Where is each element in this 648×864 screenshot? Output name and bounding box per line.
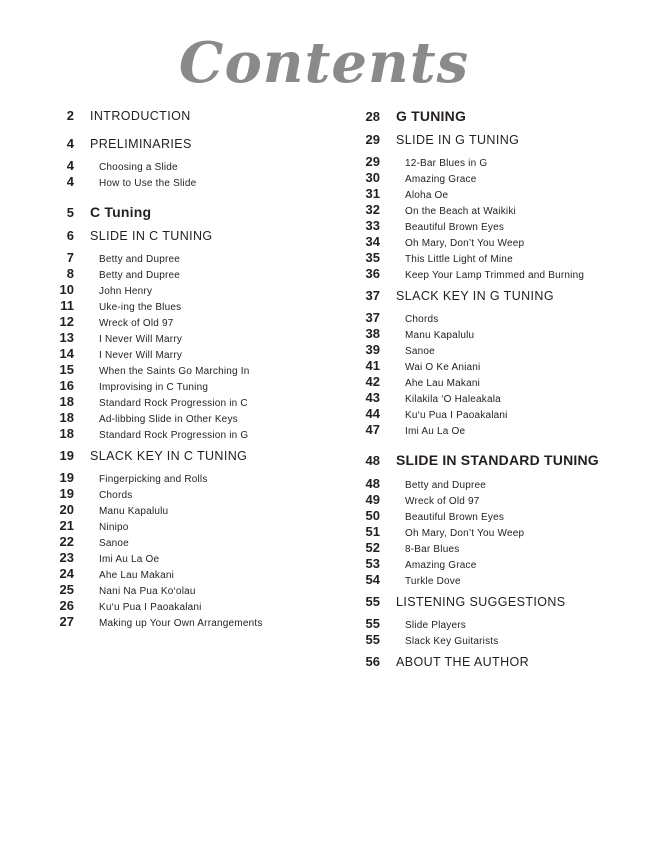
toc-entry-sub: [362, 202, 622, 218]
toc-entry-sub: [56, 470, 336, 486]
toc-entry-sub: [56, 346, 336, 362]
toc-entry-sub: [362, 310, 622, 326]
toc-entry-title: Choosing a Slide: [99, 162, 178, 173]
toc-page-number: 30: [365, 170, 380, 185]
toc-page-number: 16: [59, 378, 74, 393]
toc-entry-title: On the Beach at Waikiki: [405, 206, 516, 217]
toc-entry-sub: [362, 406, 622, 422]
toc-page-number: 4: [66, 136, 74, 151]
toc-entry-title: When the Saints Go Marching In: [99, 366, 250, 377]
toc-entry-section: [56, 228, 336, 250]
toc-entry-sub: [56, 174, 336, 190]
toc-entry-title: C Tuning: [90, 204, 152, 220]
toc-entry-title: Standard Rock Progression in G: [99, 430, 249, 441]
toc-entry-title: LISTENING SUGGESTIONS: [396, 595, 566, 609]
toc-entry-title: Betty and Dupree: [99, 254, 181, 265]
toc-entry-title: Uke-ing the Blues: [99, 302, 182, 313]
toc-page-number: 11: [60, 298, 74, 313]
toc-entry-sub: [362, 358, 622, 374]
toc-page-number: 39: [365, 342, 380, 357]
toc-entry-section: [362, 594, 622, 616]
toc-page-number: 19: [59, 448, 74, 463]
toc-entry-sub: [362, 218, 622, 234]
toc-page-number: 55: [365, 594, 380, 609]
toc-entry-section: [56, 448, 336, 470]
toc-page-number: 48: [365, 476, 380, 491]
toc-right-column: [362, 108, 622, 676]
toc-page-number: 52: [365, 540, 380, 555]
toc-entry-sub: [56, 158, 336, 174]
toc-entry-title: Kilakila ‘O Haleakala: [405, 394, 501, 405]
toc-entry-title: I Never Will Marry: [99, 350, 183, 361]
toc-entry-sub: [362, 492, 622, 508]
toc-entry-title: Betty and Dupree: [405, 480, 487, 491]
toc-entry-title: G TUNING: [396, 108, 467, 124]
toc-entry-title: Oh Mary, Don’t You Weep: [405, 238, 525, 249]
toc-entry-title: Beautiful Brown Eyes: [405, 512, 505, 523]
toc-page-number: 24: [59, 566, 74, 581]
toc-page-number: 18: [59, 426, 74, 441]
toc-page-number: 36: [365, 266, 380, 281]
toc-entry-title: 12-Bar Blues in G: [405, 158, 488, 169]
toc-entry-title: Manu Kapalulu: [99, 506, 169, 517]
toc-page-number: 18: [59, 394, 74, 409]
toc-page-number: 49: [365, 492, 380, 507]
toc-entry-title: John Henry: [99, 286, 153, 297]
toc-page-number: 7: [66, 250, 74, 265]
toc-entry-sub: [56, 314, 336, 330]
toc-page-number: 43: [365, 390, 380, 405]
toc-page-number: 10: [59, 282, 74, 297]
toc-page-number: 27: [59, 614, 74, 629]
toc-entry-sub: [362, 374, 622, 390]
toc-entry-major: [362, 452, 622, 476]
toc-page-number: 18: [59, 410, 74, 425]
toc-entry-title: Ku‘u Pua I Paoakalani: [99, 602, 202, 613]
toc-page-number: 55: [365, 616, 380, 631]
toc-entry-section: [56, 136, 336, 158]
toc-entry-title: PRELIMINARIES: [90, 137, 192, 151]
toc-page-number: 19: [59, 470, 74, 485]
toc-page-number: 38: [365, 326, 380, 341]
toc-entry-title: 8-Bar Blues: [405, 544, 460, 555]
toc-entry-sub: [362, 170, 622, 186]
toc-entry-sub: [56, 298, 336, 314]
toc-entry-sub: [362, 390, 622, 406]
toc-page-number: 42: [365, 374, 380, 389]
toc-page-number: 13: [59, 330, 74, 345]
toc-entry-sub: [56, 410, 336, 426]
toc-page-number: 44: [365, 406, 380, 421]
toc-entry-sub: [362, 540, 622, 556]
toc-page-number: 35: [365, 250, 380, 265]
toc-entry-title: INTRODUCTION: [90, 109, 191, 123]
toc-page-number: 23: [59, 550, 74, 565]
toc-page-number: 47: [365, 422, 380, 437]
toc-entry-section: [56, 108, 336, 130]
toc-page-number: 20: [59, 502, 74, 517]
toc-entry-major: [56, 204, 336, 228]
toc-entry-sub: [56, 534, 336, 550]
toc-entry-title: SLIDE IN G TUNING: [396, 133, 520, 147]
toc-entry-sub: [56, 426, 336, 442]
toc-entry-sub: [56, 566, 336, 582]
toc-entry-sub: [56, 362, 336, 378]
toc-entry-sub: [362, 524, 622, 540]
toc-page-number: 56: [365, 654, 380, 669]
toc-entry-sub: [362, 234, 622, 250]
toc-entry-sub: [56, 550, 336, 566]
toc-entry-title: Wreck of Old 97: [99, 318, 174, 329]
toc-entry-title: Aloha Oe: [405, 190, 449, 201]
toc-entry-sub: [56, 518, 336, 534]
toc-entry-title: Ninipo: [99, 522, 129, 533]
toc-entry-title: This Little Light of Mine: [405, 254, 513, 265]
toc-entry-sub: [56, 614, 336, 630]
toc-entry-title: Wreck of Old 97: [405, 496, 480, 507]
toc-entry-sub: [56, 282, 336, 298]
toc-entry-title: Slide Players: [405, 620, 466, 631]
toc-page-number: 21: [59, 518, 74, 533]
toc-entry-title: Chords: [99, 490, 133, 501]
toc-entry-title: Amazing Grace: [405, 560, 477, 571]
toc-entry-title: Turkle Dove: [405, 576, 461, 587]
toc-page-number: 29: [365, 154, 380, 169]
toc-entry-sub: [56, 266, 336, 282]
toc-entry-title: Improvising in C Tuning: [99, 382, 209, 393]
toc-entry-sub: [362, 154, 622, 170]
toc-entry-title: Ahe Lau Makani: [99, 570, 175, 581]
toc-entry-sub: [56, 598, 336, 614]
toc-page-number: 41: [365, 358, 380, 373]
toc-entry-major: [362, 108, 622, 132]
toc-page-number: 37: [365, 288, 380, 303]
toc-page-number: 50: [365, 508, 380, 523]
toc-entry-title: Keep Your Lamp Trimmed and Burning: [405, 270, 585, 281]
toc-page-number: 15: [59, 362, 74, 377]
toc-page-number: 12: [59, 314, 74, 329]
toc-entry-title: Sanoe: [405, 346, 435, 357]
toc-entry-sub: [362, 326, 622, 342]
toc-entry-sub: [56, 250, 336, 266]
toc-page-number: 19: [59, 486, 74, 501]
toc-entry-title: Standard Rock Progression in C: [99, 398, 248, 409]
toc-left-column: [56, 108, 336, 630]
toc-page-number: 54: [365, 572, 380, 587]
toc-page-number: 28: [365, 109, 380, 124]
toc-page-number: 34: [365, 234, 380, 249]
toc-entry-title: Ku‘u Pua I Paoakalani: [405, 410, 508, 421]
toc-entry-title: How to Use the Slide: [99, 178, 197, 189]
toc-entry-sub: [362, 572, 622, 588]
toc-entry-sub: [56, 502, 336, 518]
toc-page-number: 5: [66, 205, 74, 220]
toc-entry-title: Making up Your Own Arrangements: [99, 618, 263, 629]
toc-entry-sub: [56, 330, 336, 346]
toc-entry-title: Wai O Ke Aniani: [405, 362, 481, 373]
toc-page-number: 6: [66, 228, 74, 243]
toc-entry-sub: [362, 476, 622, 492]
toc-entry-section: [362, 654, 622, 676]
toc-entry-sub: [362, 508, 622, 524]
toc-entry-sub: [56, 486, 336, 502]
toc-page-number: 4: [66, 174, 74, 189]
toc-entry-sub: [362, 632, 622, 648]
toc-entry-title: SLACK KEY IN G TUNING: [396, 289, 554, 303]
toc-page-number: 31: [365, 186, 380, 201]
toc-entry-sub: [56, 378, 336, 394]
toc-entry-title: Imi Au La Oe: [405, 426, 466, 437]
toc-entry-title: SLIDE IN STANDARD TUNING: [396, 452, 599, 468]
toc-entry-title: Fingerpicking and Rolls: [99, 474, 208, 485]
toc-page-number: 33: [365, 218, 380, 233]
toc-entry-section: [362, 132, 622, 154]
toc-entry-sub: [362, 342, 622, 358]
toc-entry-title: SLIDE IN C TUNING: [90, 229, 213, 243]
toc-entry-sub: [56, 394, 336, 410]
toc-page-number: 4: [66, 158, 74, 173]
toc-entry-sub: [362, 616, 622, 632]
toc-entry-title: SLACK KEY IN C TUNING: [90, 449, 248, 463]
toc-entry-title: Imi Au La Oe: [99, 554, 160, 565]
toc-entry-section: [362, 288, 622, 310]
toc-page-number: 29: [365, 132, 380, 147]
toc-page-number: 8: [66, 266, 74, 281]
toc-entry-title: Ahe Lau Makani: [405, 378, 481, 389]
toc-page-number: 51: [365, 524, 380, 539]
toc-entry-title: I Never Will Marry: [99, 334, 183, 345]
toc-entry-title: Manu Kapalulu: [405, 330, 475, 341]
toc-spacer: [362, 438, 622, 452]
toc-page-number: 14: [59, 346, 74, 361]
toc-page-number: 53: [365, 556, 380, 571]
toc-page-number: 2: [66, 108, 74, 123]
toc-page-number: 22: [59, 534, 74, 549]
toc-entry-title: Beautiful Brown Eyes: [405, 222, 505, 233]
toc-page-number: 55: [365, 632, 380, 647]
toc-entry-title: Chords: [405, 314, 439, 325]
toc-entry-title: Amazing Grace: [405, 174, 477, 185]
toc-page-number: 32: [365, 202, 380, 217]
toc-entry-sub: [56, 582, 336, 598]
toc-entry-sub: [362, 556, 622, 572]
toc-page-number: 26: [59, 598, 74, 613]
toc-entry-sub: [362, 422, 622, 438]
toc-page-number: 37: [365, 310, 380, 325]
toc-entry-title: Betty and Dupree: [99, 270, 181, 281]
toc-page-number: 25: [59, 582, 74, 597]
toc-entry-title: Oh Mary, Don’t You Weep: [405, 528, 525, 539]
toc-entry-title: Ad-libbing Slide in Other Keys: [99, 414, 238, 425]
toc-entry-title: Nani Na Pua Ko‘olau: [99, 586, 196, 597]
toc-entry-sub: [362, 186, 622, 202]
toc-entry-title: Sanoe: [99, 538, 129, 549]
toc-page-number: 48: [365, 453, 380, 468]
toc-entry-sub: [362, 266, 622, 282]
page-title: Contents: [178, 30, 470, 96]
toc-entry-sub: [362, 250, 622, 266]
toc-spacer: [56, 190, 336, 204]
toc-entry-title: ABOUT THE AUTHOR: [396, 655, 530, 669]
toc-entry-title: Slack Key Guitarists: [405, 636, 499, 647]
